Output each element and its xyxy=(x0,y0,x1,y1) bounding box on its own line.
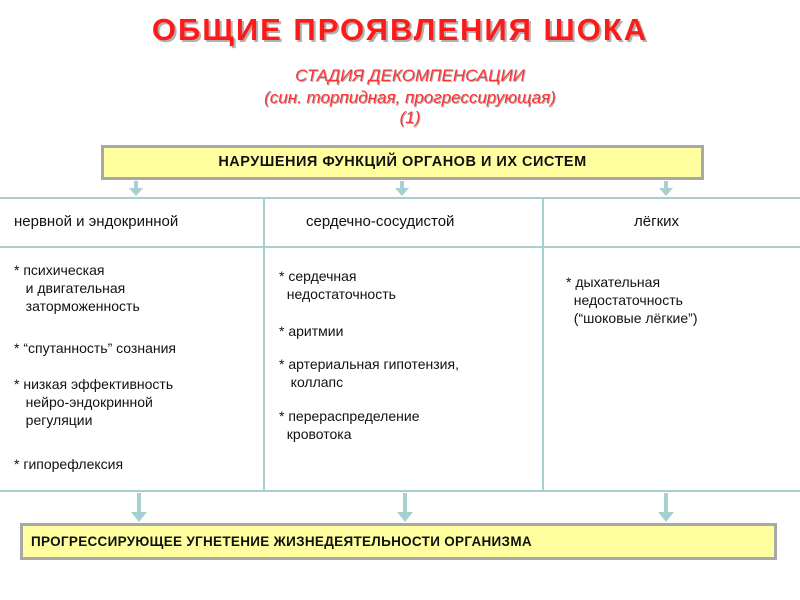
list-item: * сердечная недостаточность xyxy=(279,268,396,302)
systems-table xyxy=(0,197,800,492)
page-title: ОБЩИЕ ПРОЯВЛЕНИЯ ШОКА xyxy=(151,12,649,47)
list-item: * низкая эффективность нейро-эндокринной регуляции xyxy=(14,376,174,428)
column-header-cardiovascular: сердечно-сосудистой xyxy=(306,213,455,230)
arrow-down-right xyxy=(659,181,673,196)
subtitle-number: (1) xyxy=(399,108,421,127)
list-item: * гипорефлексия xyxy=(14,456,124,472)
column-divider-2 xyxy=(542,199,544,490)
column-header-lungs: лёгких xyxy=(634,213,680,230)
arrow-down-middle-bottom xyxy=(397,493,413,522)
arrow-down-left xyxy=(129,181,143,196)
list-item: * дыхательная недостаточность (“шоковые лёгкие”) xyxy=(566,274,698,326)
list-item: * аритмии xyxy=(279,323,344,339)
column-header-nervous: нервной и эндокринной xyxy=(14,213,179,230)
progressive-depression-box: ПРОГРЕССИРУЮЩЕЕ УГНЕТЕНИЕ ЖИЗНЕДЕЯТЕЛЬНОСТИ ОРГАНИЗМА xyxy=(20,523,777,560)
column-divider-1 xyxy=(263,199,265,490)
arrow-down-right-bottom xyxy=(658,493,674,522)
list-item: * психическая и двигательная заторможенность xyxy=(14,262,140,314)
subtitle-synonyms: (син. торпидная, прогрессирующая) xyxy=(264,88,556,107)
header-divider xyxy=(0,246,800,248)
subtitle-stage: СТАДИЯ ДЕКОМПЕНСАЦИИ xyxy=(295,66,525,85)
list-item: * артериальная гипотензия, коллапс xyxy=(279,356,459,390)
organ-dysfunction-box: НАРУШЕНИЯ ФУНКЦИЙ ОРГАНОВ И ИХ СИСТЕМ xyxy=(101,145,704,180)
arrow-down-middle xyxy=(395,181,409,196)
list-item: * “спутанность” сознания xyxy=(14,340,176,356)
arrow-down-left-bottom xyxy=(131,493,147,522)
list-item: * перераспределение кровотока xyxy=(279,408,420,442)
